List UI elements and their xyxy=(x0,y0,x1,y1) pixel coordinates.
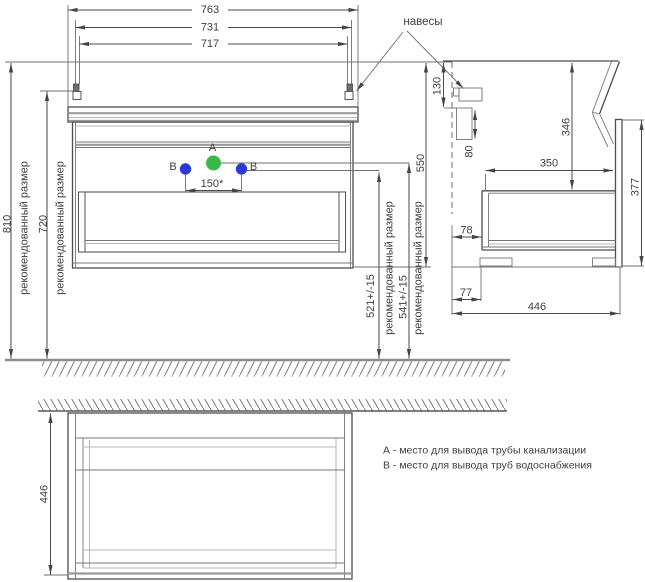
dim-810-recommended-label: рекомендованный размер xyxy=(18,161,31,295)
dim-80-label: 80 xyxy=(463,145,476,158)
side-view-hanger xyxy=(454,88,483,101)
dim-130-label: 130 xyxy=(431,76,444,96)
side-view-mounting-rail xyxy=(457,108,473,140)
wall-hatch xyxy=(38,399,507,411)
dim-446-plan-label: 446 xyxy=(38,484,51,504)
dim-150-label: 150* xyxy=(200,178,224,190)
point-b-right-label: В xyxy=(249,161,258,173)
legend xyxy=(383,445,592,472)
hangers-callout-label: навесы xyxy=(403,16,443,28)
legend-line-b: В - место для вывода труб водоснабжения xyxy=(383,459,592,472)
pipe-b-left-circle xyxy=(180,163,191,174)
dim-731-label: 731 xyxy=(200,21,220,34)
side-view-basin-top xyxy=(443,61,620,147)
dim-541-label: 541+/-15 xyxy=(397,275,410,319)
dim-377-label: 377 xyxy=(629,177,642,197)
side-view-front-panel xyxy=(616,120,623,268)
front-view-countertop xyxy=(68,107,358,122)
dim-541-recommended-label: рекомендованный размер xyxy=(412,201,425,335)
dim-346-label: 346 xyxy=(560,117,573,137)
dim-720-label: 720 xyxy=(37,214,50,234)
dim-720-recommended-label: рекомендованный размер xyxy=(54,161,67,295)
pipe-b-right-circle xyxy=(236,163,247,174)
dim-350-label: 350 xyxy=(539,157,559,170)
front-view-drawer-panel xyxy=(79,192,346,252)
top-view xyxy=(39,413,353,579)
dim-521-recommended-label: рекомендованный размер xyxy=(383,201,396,335)
dim-521-label: 521+/-15 xyxy=(365,274,377,318)
dim-77-label: 77 xyxy=(459,287,473,299)
dim-717-label: 717 xyxy=(200,38,220,50)
legend-line-a: А - место для вывода трубы канализации xyxy=(383,444,587,457)
hanger-left xyxy=(73,84,81,100)
pipe-a-circle xyxy=(206,156,221,171)
front-view xyxy=(68,84,358,268)
point-a-label: А xyxy=(208,142,217,154)
dim-810-label: 810 xyxy=(1,214,14,234)
dim-550-label: 550 xyxy=(415,153,427,173)
hanger-right xyxy=(345,84,353,100)
floor-hatch xyxy=(42,362,505,377)
wall-line xyxy=(38,399,507,411)
side-view-foot-left xyxy=(480,258,512,266)
point-b-left-label: В xyxy=(169,161,177,173)
dim-78-label: 78 xyxy=(460,224,473,237)
side-view-foot-right xyxy=(593,258,616,266)
hangers-callout xyxy=(357,16,464,91)
dim-446-side-label: 446 xyxy=(527,301,547,313)
side-view-drawer-box xyxy=(482,191,616,250)
dim-763-label: 763 xyxy=(200,4,220,16)
floor-line xyxy=(5,360,510,377)
pipe-points xyxy=(169,142,409,192)
